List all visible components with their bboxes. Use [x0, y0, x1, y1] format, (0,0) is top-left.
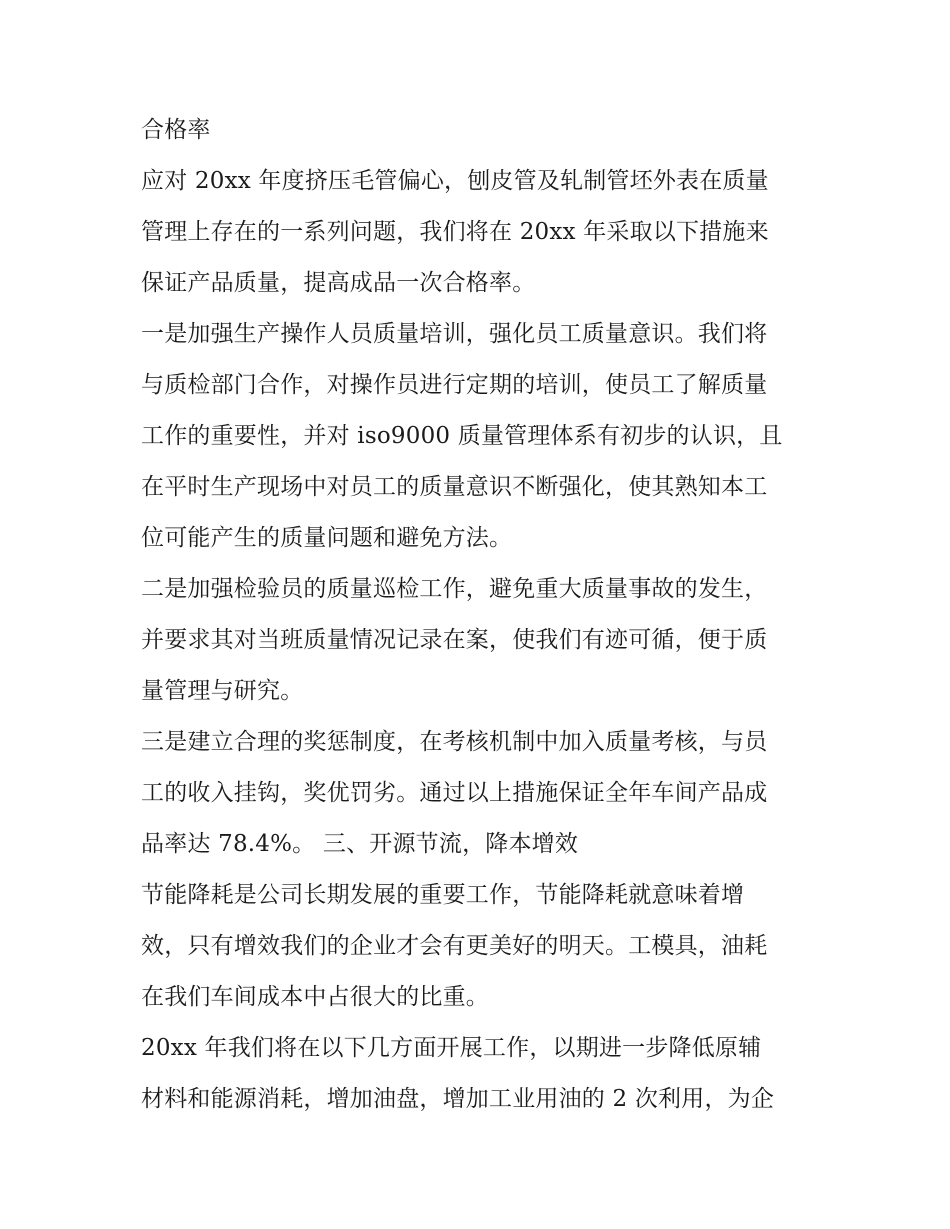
text-line: 在我们车间成本中占很大的比重。 [141, 984, 489, 1010]
text-line: 工作的重要性，并对 iso9000 质量管理体系有初步的认识，且 [141, 423, 783, 449]
text-line: 一是加强生产操作人员质量培训，强化员工质量意识。我们将 [141, 321, 768, 347]
text-line: 管理上存在的一系列问题，我们将在 20xx 年采取以下措施来 [141, 219, 769, 245]
text-line: 量管理与研究。 [141, 678, 304, 704]
text-line: 品率达 78.4%。 三、开源节流，降本增效 [141, 831, 579, 857]
text-line: 应对 20xx 年度挤压毛管偏心，刨皮管及轧制管坯外表在质量 [141, 168, 769, 194]
text-line: 材料和能源消耗，增加油盘，增加工业用油的 2 次利用，为企 [141, 1086, 775, 1112]
text-line: 与质检部门合作，对操作员进行定期的培训，使员工了解质量 [141, 372, 768, 398]
text-line: 并要求其对当班质量情况记录在案，使我们有迹可循，便于质 [141, 627, 768, 653]
text-line: 三是建立合理的奖惩制度，在考核机制中加入质量考核，与员 [141, 729, 768, 755]
text-line: 合格率 [141, 117, 211, 143]
text-line: 二是加强检验员的质量巡检工作，避免重大质量事故的发生， [141, 576, 768, 602]
text-line: 位可能产生的质量问题和避免方法。 [141, 525, 513, 551]
document-body [141, 105, 821, 1125]
text-line: 在平时生产现场中对员工的质量意识不断强化，使其熟知本工 [141, 474, 768, 500]
text-line: 效，只有增效我们的企业才会有更美好的明天。工模具，油耗 [141, 933, 768, 959]
text-line: 20xx 年我们将在以下几方面开展工作，以期进一步降低原辅 [141, 1035, 762, 1061]
text-line: 保证产品质量，提高成品一次合格率。 [141, 270, 536, 296]
text-line: 工的收入挂钩，奖优罚劣。通过以上措施保证全年车间产品成 [141, 780, 768, 806]
text-line: 节能降耗是公司长期发展的重要工作，节能降耗就意味着增 [141, 882, 745, 908]
